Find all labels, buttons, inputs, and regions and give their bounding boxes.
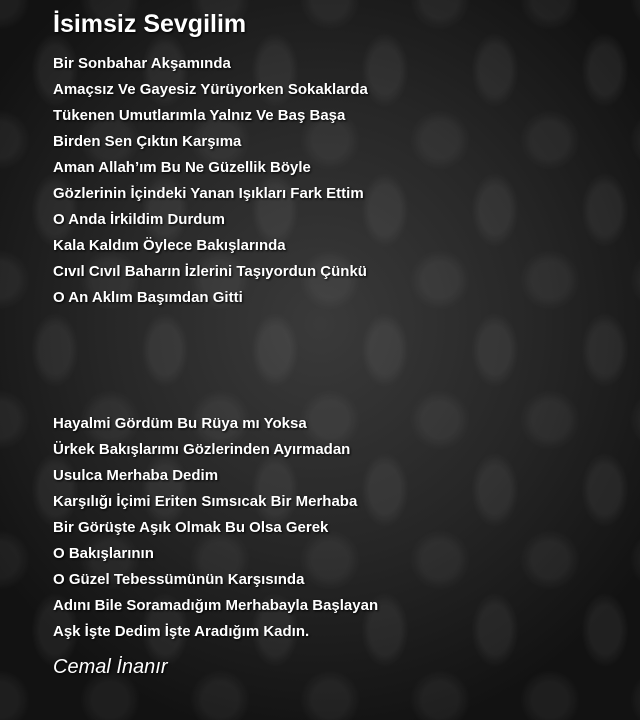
poem-line: Adını Bile Soramadığım Merhabayla Başlayan: [53, 597, 379, 614]
poem-line: O An Aklım Başımdan Gitti: [53, 289, 243, 306]
poem-line: Amaçsız Ve Gayesiz Yürüyorken Sokaklarda: [53, 81, 368, 98]
poem-line: O Bakışlarının: [53, 545, 154, 562]
poem-line: Karşılığı İçimi Eriten Sımsıcak Bir Merhaba: [53, 493, 358, 510]
poem-line: Kala Kaldım Öylece Bakışlarında: [53, 237, 286, 254]
poem-line: Hayalmi Gördüm Bu Rüya mı Yoksa: [53, 415, 307, 432]
poem-line: Aman Allah’ım Bu Ne Güzellik Böyle: [53, 159, 311, 176]
poem-line: O Anda İrkildim Durdum: [53, 211, 225, 228]
poem-author: Cemal İnanır: [53, 656, 168, 678]
stanza-1: [53, 51, 368, 311]
poem-line: Cıvıl Cıvıl Baharın İzlerini Taşıyordun Çünkü: [53, 263, 367, 280]
poem-line: O Güzel Tebessümünün Karşısında: [53, 571, 305, 588]
poem-title: İsimsiz Sevgilim: [53, 10, 247, 38]
poem-line: Ürkek Bakışlarımı Gözlerinden Ayırmadan: [53, 441, 351, 458]
poem-line: Tükenen Umutlarımla Yalnız Ve Baş Başa: [53, 107, 346, 124]
poem-line: Aşk İşte Dedim İşte Aradığım Kadın.: [53, 623, 310, 640]
poem-line: Gözlerinin İçindeki Yanan Işıkları Fark Ettim: [53, 185, 364, 202]
poem-line: Usulca Merhaba Dedim: [53, 467, 219, 484]
stanza-2: [53, 411, 378, 645]
poem-line: Birden Sen Çıktın Karşıma: [53, 133, 242, 150]
poem-line: Bir Görüşte Aşık Olmak Bu Olsa Gerek: [53, 519, 329, 536]
poem-line: Bir Sonbahar Akşamında: [53, 55, 231, 72]
